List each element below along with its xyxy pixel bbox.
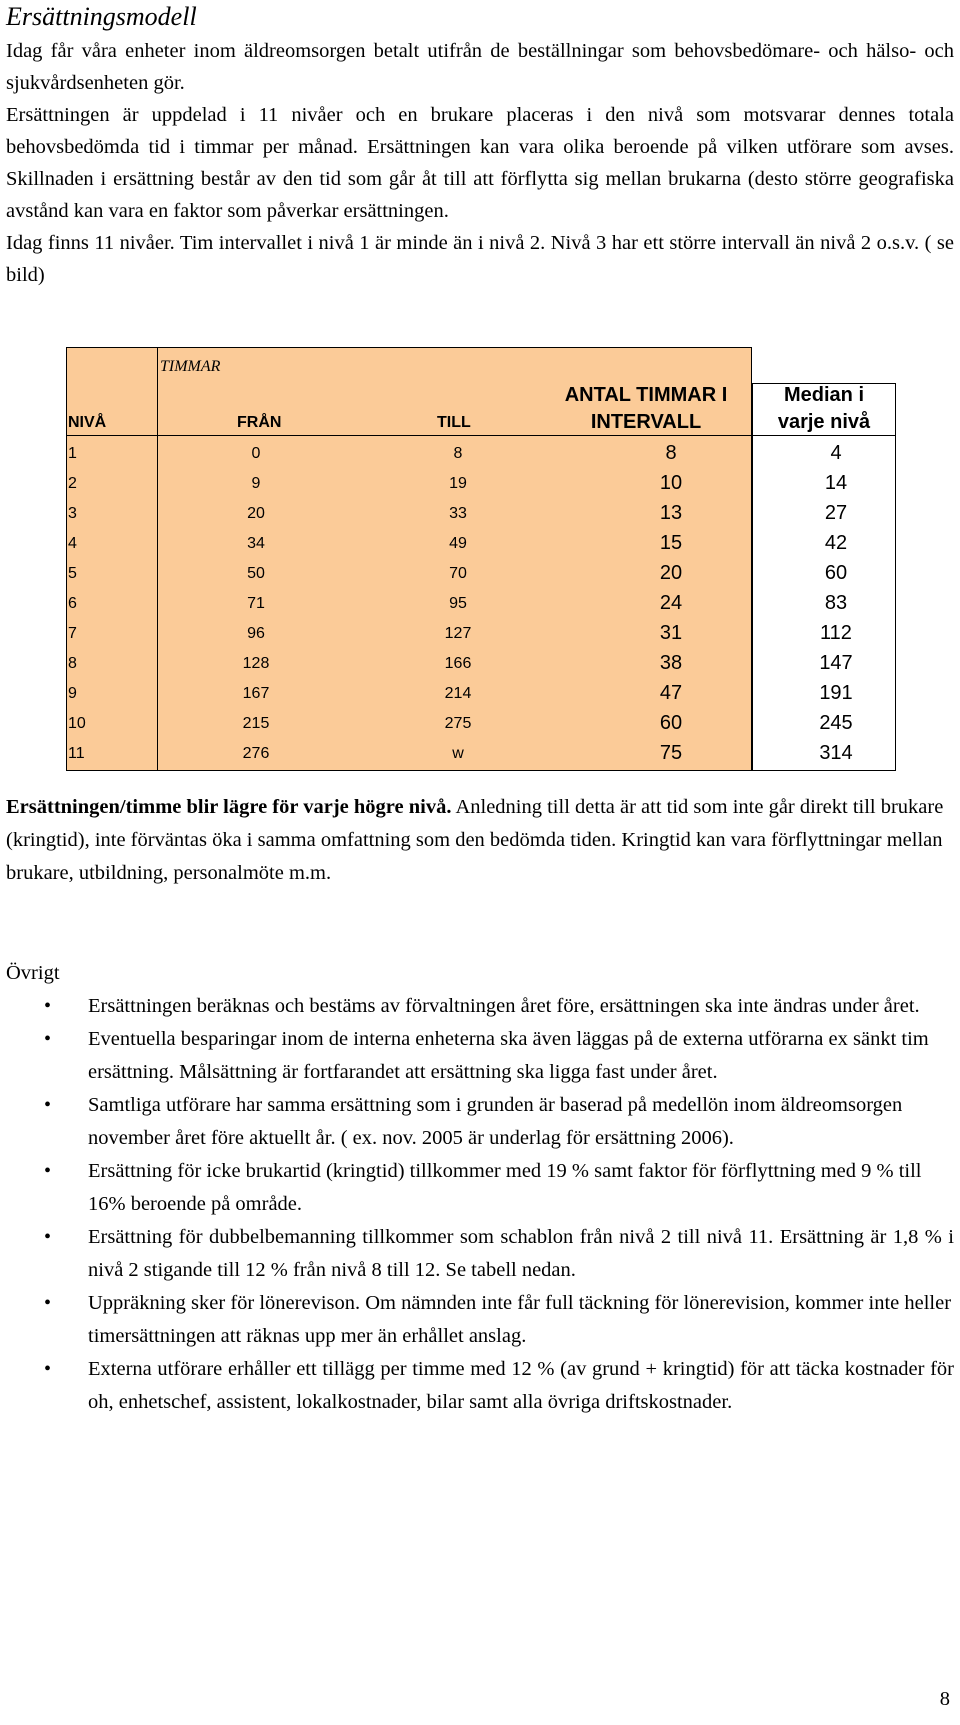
timmar-group-label: TIMMAR bbox=[160, 358, 221, 375]
cell-fran: 276 bbox=[242, 745, 270, 762]
list-item bbox=[0, 1353, 954, 1419]
intro-paragraph: Ersättningen är uppdelad i 11 nivåer och en brukare placeras i den nivå som motsvarar dennes totala behovsbedömda tid i timmar per månad. Ersättningen kan vara olika beroende på vilken utförare som avses. Skillnaden i ersättning består av den tid som går åt till att förflytta sig mellan brukarna (desto större geografiska avstånd kan vara en faktor som påverkar ersättningen. bbox=[6, 104, 954, 222]
page-number: 8 bbox=[939, 1688, 950, 1710]
cell-median: 14 bbox=[824, 472, 848, 494]
cell-fran: 71 bbox=[247, 595, 265, 612]
cell-till: 166 bbox=[444, 655, 472, 672]
bullet-dot: • bbox=[44, 1226, 52, 1248]
cell-antal: 24 bbox=[659, 592, 683, 614]
intro-paragraph: Idag finns 11 nivåer. Tim intervallet i nivå 1 är minde än i nivå 2. Nivå 3 har ett större intervall än nivå 2 o.s.v. ( se bild) bbox=[6, 232, 954, 286]
cell-niva: 4 bbox=[68, 535, 77, 552]
col-header-till: TILL bbox=[437, 414, 471, 431]
cell-till: w bbox=[452, 745, 464, 762]
cell-median: 314 bbox=[819, 742, 853, 764]
intro-paragraph: Idag får våra enheter inom äldreomsorgen betalt utifrån de beställningar som behovsbedömare- och hälso- och sjukvårdsenheten gör. bbox=[6, 40, 954, 94]
cell-niva: 7 bbox=[68, 625, 77, 642]
cell-median: 191 bbox=[819, 682, 853, 704]
cell-antal: 75 bbox=[659, 742, 683, 764]
cell-fran: 50 bbox=[247, 565, 265, 582]
cell-niva: 11 bbox=[68, 745, 85, 762]
cell-niva: 3 bbox=[68, 505, 77, 522]
cell-antal: 31 bbox=[659, 622, 683, 644]
list-item bbox=[0, 1221, 954, 1287]
col-header-antal bbox=[541, 382, 751, 436]
bullet-dot: • bbox=[44, 1028, 52, 1050]
cell-antal: 47 bbox=[659, 682, 683, 704]
list-item-text: Externa utförare erhåller ett tillägg per timme med 12 % (av grund + kringtid) för att täcka kostnader för oh, enhetschef, assistent, lokalkostnader, bilar samt alla övriga driftskostnader. bbox=[88, 1358, 954, 1413]
cell-antal: 15 bbox=[659, 532, 683, 554]
cell-till: 275 bbox=[444, 715, 472, 732]
list-item bbox=[0, 1155, 954, 1221]
cell-niva: 5 bbox=[68, 565, 77, 582]
cell-till: 127 bbox=[444, 625, 472, 642]
list-item-text: Ersättning för dubbelbemanning tillkommer som schablon från nivå 2 till nivå 11. Ersättning är 1,8 % i nivå 2 stigande till 12 % från nivå 8 till 12. Se tabell nedan. bbox=[88, 1226, 954, 1281]
intro-text bbox=[6, 35, 954, 291]
cell-fran: 20 bbox=[247, 505, 265, 522]
list-item-text: Ersättning för icke brukartid (kringtid) tillkommer med 19 % samt faktor för förflyttning med 9 % till 16% beroende på område. bbox=[88, 1160, 922, 1215]
list-item-text: Uppräkning sker för lönerevison. Om nämnden inte får full täckning för lönerevision, kommer inte heller timersättningen att räknas upp mer än erhållet anslag. bbox=[88, 1292, 952, 1347]
col-header-median-line1: Median i bbox=[783, 384, 864, 406]
cell-antal: 60 bbox=[659, 712, 683, 734]
bullet-dot: • bbox=[44, 995, 52, 1017]
cell-niva: 2 bbox=[68, 475, 77, 492]
list-item bbox=[0, 1089, 954, 1155]
ovrigt-heading: Övrigt bbox=[6, 962, 60, 984]
list-item bbox=[0, 990, 954, 1023]
cell-till: 95 bbox=[449, 595, 467, 612]
cell-median: 4 bbox=[830, 442, 842, 464]
cell-median: 27 bbox=[824, 502, 848, 524]
cell-antal: 20 bbox=[659, 562, 683, 584]
col-header-antal-line1: ANTAL TIMMAR I bbox=[564, 384, 728, 406]
col-header-antal-line2: INTERVALL bbox=[590, 411, 702, 433]
table-divider bbox=[157, 347, 158, 771]
cell-fran: 96 bbox=[247, 625, 265, 642]
cell-niva: 1 bbox=[68, 445, 77, 462]
list-item-text: Eventuella besparingar inom de interna enheterna ska även läggas på de externa utförarna ex sänkt tim ersättning. Målsättning är fortfarandet att ersättning ska ligga fast under året. bbox=[88, 1028, 929, 1083]
cell-till: 33 bbox=[449, 505, 467, 522]
cell-antal: 13 bbox=[659, 502, 683, 524]
bullet-dot: • bbox=[44, 1358, 52, 1380]
after-table-paragraph bbox=[6, 791, 954, 890]
col-header-median bbox=[752, 382, 896, 436]
cell-niva: 6 bbox=[68, 595, 77, 612]
cell-fran: 167 bbox=[242, 685, 270, 702]
cell-median: 60 bbox=[824, 562, 848, 584]
cell-till: 19 bbox=[449, 475, 467, 492]
cell-till: 8 bbox=[453, 445, 463, 462]
cell-antal: 8 bbox=[665, 442, 677, 464]
cell-fran: 0 bbox=[251, 445, 261, 462]
cell-till: 70 bbox=[449, 565, 467, 582]
col-header-fran: FRÅN bbox=[237, 414, 282, 431]
bullet-dot: • bbox=[44, 1292, 52, 1314]
after-table-text: Anledning till detta är att tid som inte går direkt till brukare (kringtid), inte förväntas öka i samma omfattning som den bedömda tiden. Kringtid kan vara förflyttningar mellan brukare, utbildning, personalmöte m.m. bbox=[6, 796, 944, 884]
levels-table bbox=[66, 347, 896, 771]
cell-niva: 9 bbox=[68, 685, 77, 702]
cell-niva: 10 bbox=[68, 715, 86, 732]
cell-antal: 10 bbox=[659, 472, 683, 494]
cell-median: 147 bbox=[819, 652, 853, 674]
bullet-dot: • bbox=[44, 1094, 52, 1116]
list-item-text: Ersättningen beräknas och bestäms av förvaltningen året före, ersättningen ska inte ändras under året. bbox=[88, 995, 920, 1017]
bullet-dot: • bbox=[44, 1160, 52, 1182]
list-item-text: Samtliga utförare har samma ersättning som i grunden är baserad på medellön inom äldreomsorgen november året före aktuellt år. ( ex. nov. 2005 är underlag för ersättning 2006). bbox=[88, 1094, 903, 1149]
cell-till: 49 bbox=[449, 535, 467, 552]
cell-fran: 34 bbox=[247, 535, 265, 552]
col-header-niva: NIVÅ bbox=[68, 414, 107, 431]
cell-antal: 38 bbox=[659, 652, 683, 674]
cell-fran: 128 bbox=[242, 655, 270, 672]
col-header-median-line2: varje nivå bbox=[777, 411, 871, 433]
list-item bbox=[0, 1023, 954, 1089]
after-table-bold: Ersättningen/timme blir lägre för varje högre nivå. bbox=[6, 796, 452, 818]
cell-fran: 9 bbox=[251, 475, 261, 492]
cell-median: 245 bbox=[819, 712, 853, 734]
list-item bbox=[0, 1287, 954, 1353]
cell-fran: 215 bbox=[242, 715, 270, 732]
cell-median: 83 bbox=[824, 592, 848, 614]
ovrigt-list bbox=[0, 990, 960, 1419]
page-heading: Ersättningsmodell bbox=[6, 2, 197, 31]
cell-median: 112 bbox=[820, 622, 852, 644]
cell-till: 214 bbox=[444, 685, 472, 702]
cell-niva: 8 bbox=[68, 655, 77, 672]
cell-median: 42 bbox=[824, 532, 848, 554]
